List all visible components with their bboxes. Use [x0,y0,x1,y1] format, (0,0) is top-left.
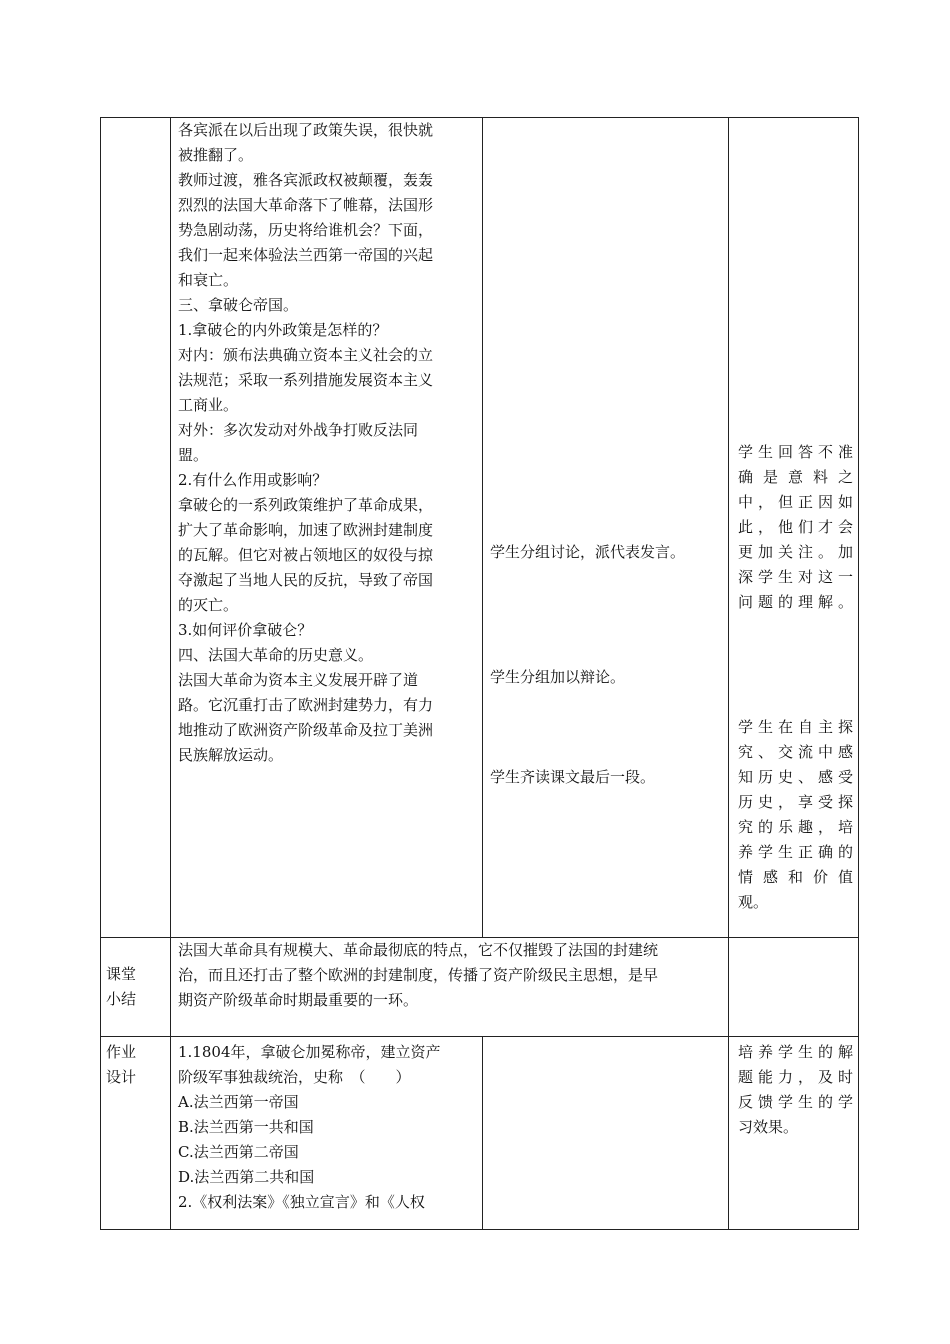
text-line: 盟。 [178,446,209,464]
text-line: 扩大了革命影响，加速了欧洲封建制度 [178,521,434,539]
design-intent-block-1 [738,440,853,615]
text-line: 观。 [738,893,769,911]
text-line: 反馈学生的学 [738,1093,853,1111]
label-line: 课堂 [106,965,137,983]
row-divider-homework [100,1036,859,1037]
text-line: 情感和价值 [738,868,853,886]
text-line: 期资产阶级革命时期最重要的一环。 [178,991,419,1009]
text-line: 培养学生的解 [738,1043,853,1061]
student-activity-3: 学生齐读课文最后一段。 [490,768,656,786]
question-line: 1.1804年，拿破仑加冕称帝，建立资产 [178,1043,441,1061]
col-divider-1 [170,117,171,1229]
label-line: 作业 [106,1043,137,1061]
text-line: 养学生正确的 [738,843,853,861]
homework-label [106,1040,166,1090]
option-line: D.法兰西第二共和国 [178,1168,315,1186]
text-line: 的瓦解。但它对被占领地区的奴役与掠 [178,546,434,564]
question-line: 2.《权利法案》《独立宣言》和《人权 [178,1193,425,1211]
text-line: 势急剧动荡，历史将给谁机会？下面， [178,221,434,239]
text-line: 法规范；采取一系列措施发展资本主义 [178,371,434,389]
text-line: 知历史、感受 [738,768,853,786]
option-line: A.法兰西第一帝国 [178,1093,299,1111]
text-line: 治，而且还打击了整个欧洲的封建制度，传播了资产阶级民主思想，是早 [178,966,659,984]
homework-purpose [738,1040,853,1140]
text-line: 深学生对这一 [738,568,853,586]
col-divider-3 [728,117,729,1229]
text-line: 夺激起了当地人民的反抗，导致了帝国 [178,571,434,589]
text-line: 路。它沉重打击了欧洲封建势力，有力 [178,696,434,714]
label-line: 设计 [106,1068,137,1086]
text-line: 对内：颁布法典确立资本主义社会的立 [178,346,434,364]
text-line: 确是意料之 [738,468,853,486]
teaching-process-content [178,118,476,768]
col-divider-2-lower [482,1036,483,1229]
text-line: 和衰亡。 [178,271,239,289]
text-line: 地推动了欧洲资产阶级革命及拉丁美洲 [178,721,434,739]
question-line: 阶级军事独裁统治，史称 （ ） [178,1068,411,1086]
homework-content [178,1040,478,1215]
text-line: 学生在自主探 [738,718,853,736]
text-line: 烈烈的法国大革命落下了帷幕，法国形 [178,196,434,214]
text-line: 法国大革命为资本主义发展开辟了道 [178,671,419,689]
text-line: 此，他们才会 [738,518,853,536]
text-line: 更加关注。加 [738,543,853,561]
table-right-border [858,117,859,1229]
text-line: 题能力，及时 [738,1068,853,1086]
col-divider-2-upper [482,117,483,937]
text-line: 究的乐趣，培 [738,818,853,836]
table-left-border [100,117,101,1229]
text-line: 习效果。 [738,1118,799,1136]
option-line: C.法兰西第二帝国 [178,1143,299,1161]
text-line: 我们一起来体验法兰西第一帝国的兴起 [178,246,434,264]
table-bottom-border [100,1229,859,1230]
question-line: 2.有什么作用或影响？ [178,471,328,489]
question-line: 1.拿破仑的内外政策是怎样的？ [178,321,388,339]
summary-content [178,938,726,1013]
text-line: 究、交流中感 [738,743,853,761]
text-line: 教师过渡，雅各宾派政权被颠覆，轰轰 [178,171,434,189]
text-line: 中，但正因如 [738,493,853,511]
text-line: 民族解放运动。 [178,746,284,764]
text-line: 拿破仑的一系列政策维护了革命成果， [178,496,434,514]
question-line: 3.如何评价拿破仑？ [178,621,313,639]
text-line: 学生回答不准 [738,443,853,461]
student-activity-2: 学生分组加以辩论。 [490,668,626,686]
text-line: 的灭亡。 [178,596,239,614]
text-line: 工商业。 [178,396,239,414]
text-line: 历史，享受探 [738,793,853,811]
text-line: 各宾派在以后出现了政策失误，很快就 [178,121,434,139]
student-activity-1: 学生分组讨论，派代表发言。 [490,543,686,561]
text-line: 对外：多次发动对外战争打败反法同 [178,421,419,439]
design-intent-block-2 [738,715,853,915]
text-line: 法国大革命具有规模大、革命最彻底的特点，它不仅摧毁了法国的封建统 [178,941,659,959]
section-heading: 三、拿破仑帝国。 [178,296,299,314]
option-line: B.法兰西第一共和国 [178,1118,314,1136]
section-heading: 四、法国大革命的历史意义。 [178,646,374,664]
text-line: 问题的理解。 [738,593,853,611]
summary-label [106,962,166,1012]
label-line: 小结 [106,990,137,1008]
text-line: 被推翻了。 [178,146,254,164]
